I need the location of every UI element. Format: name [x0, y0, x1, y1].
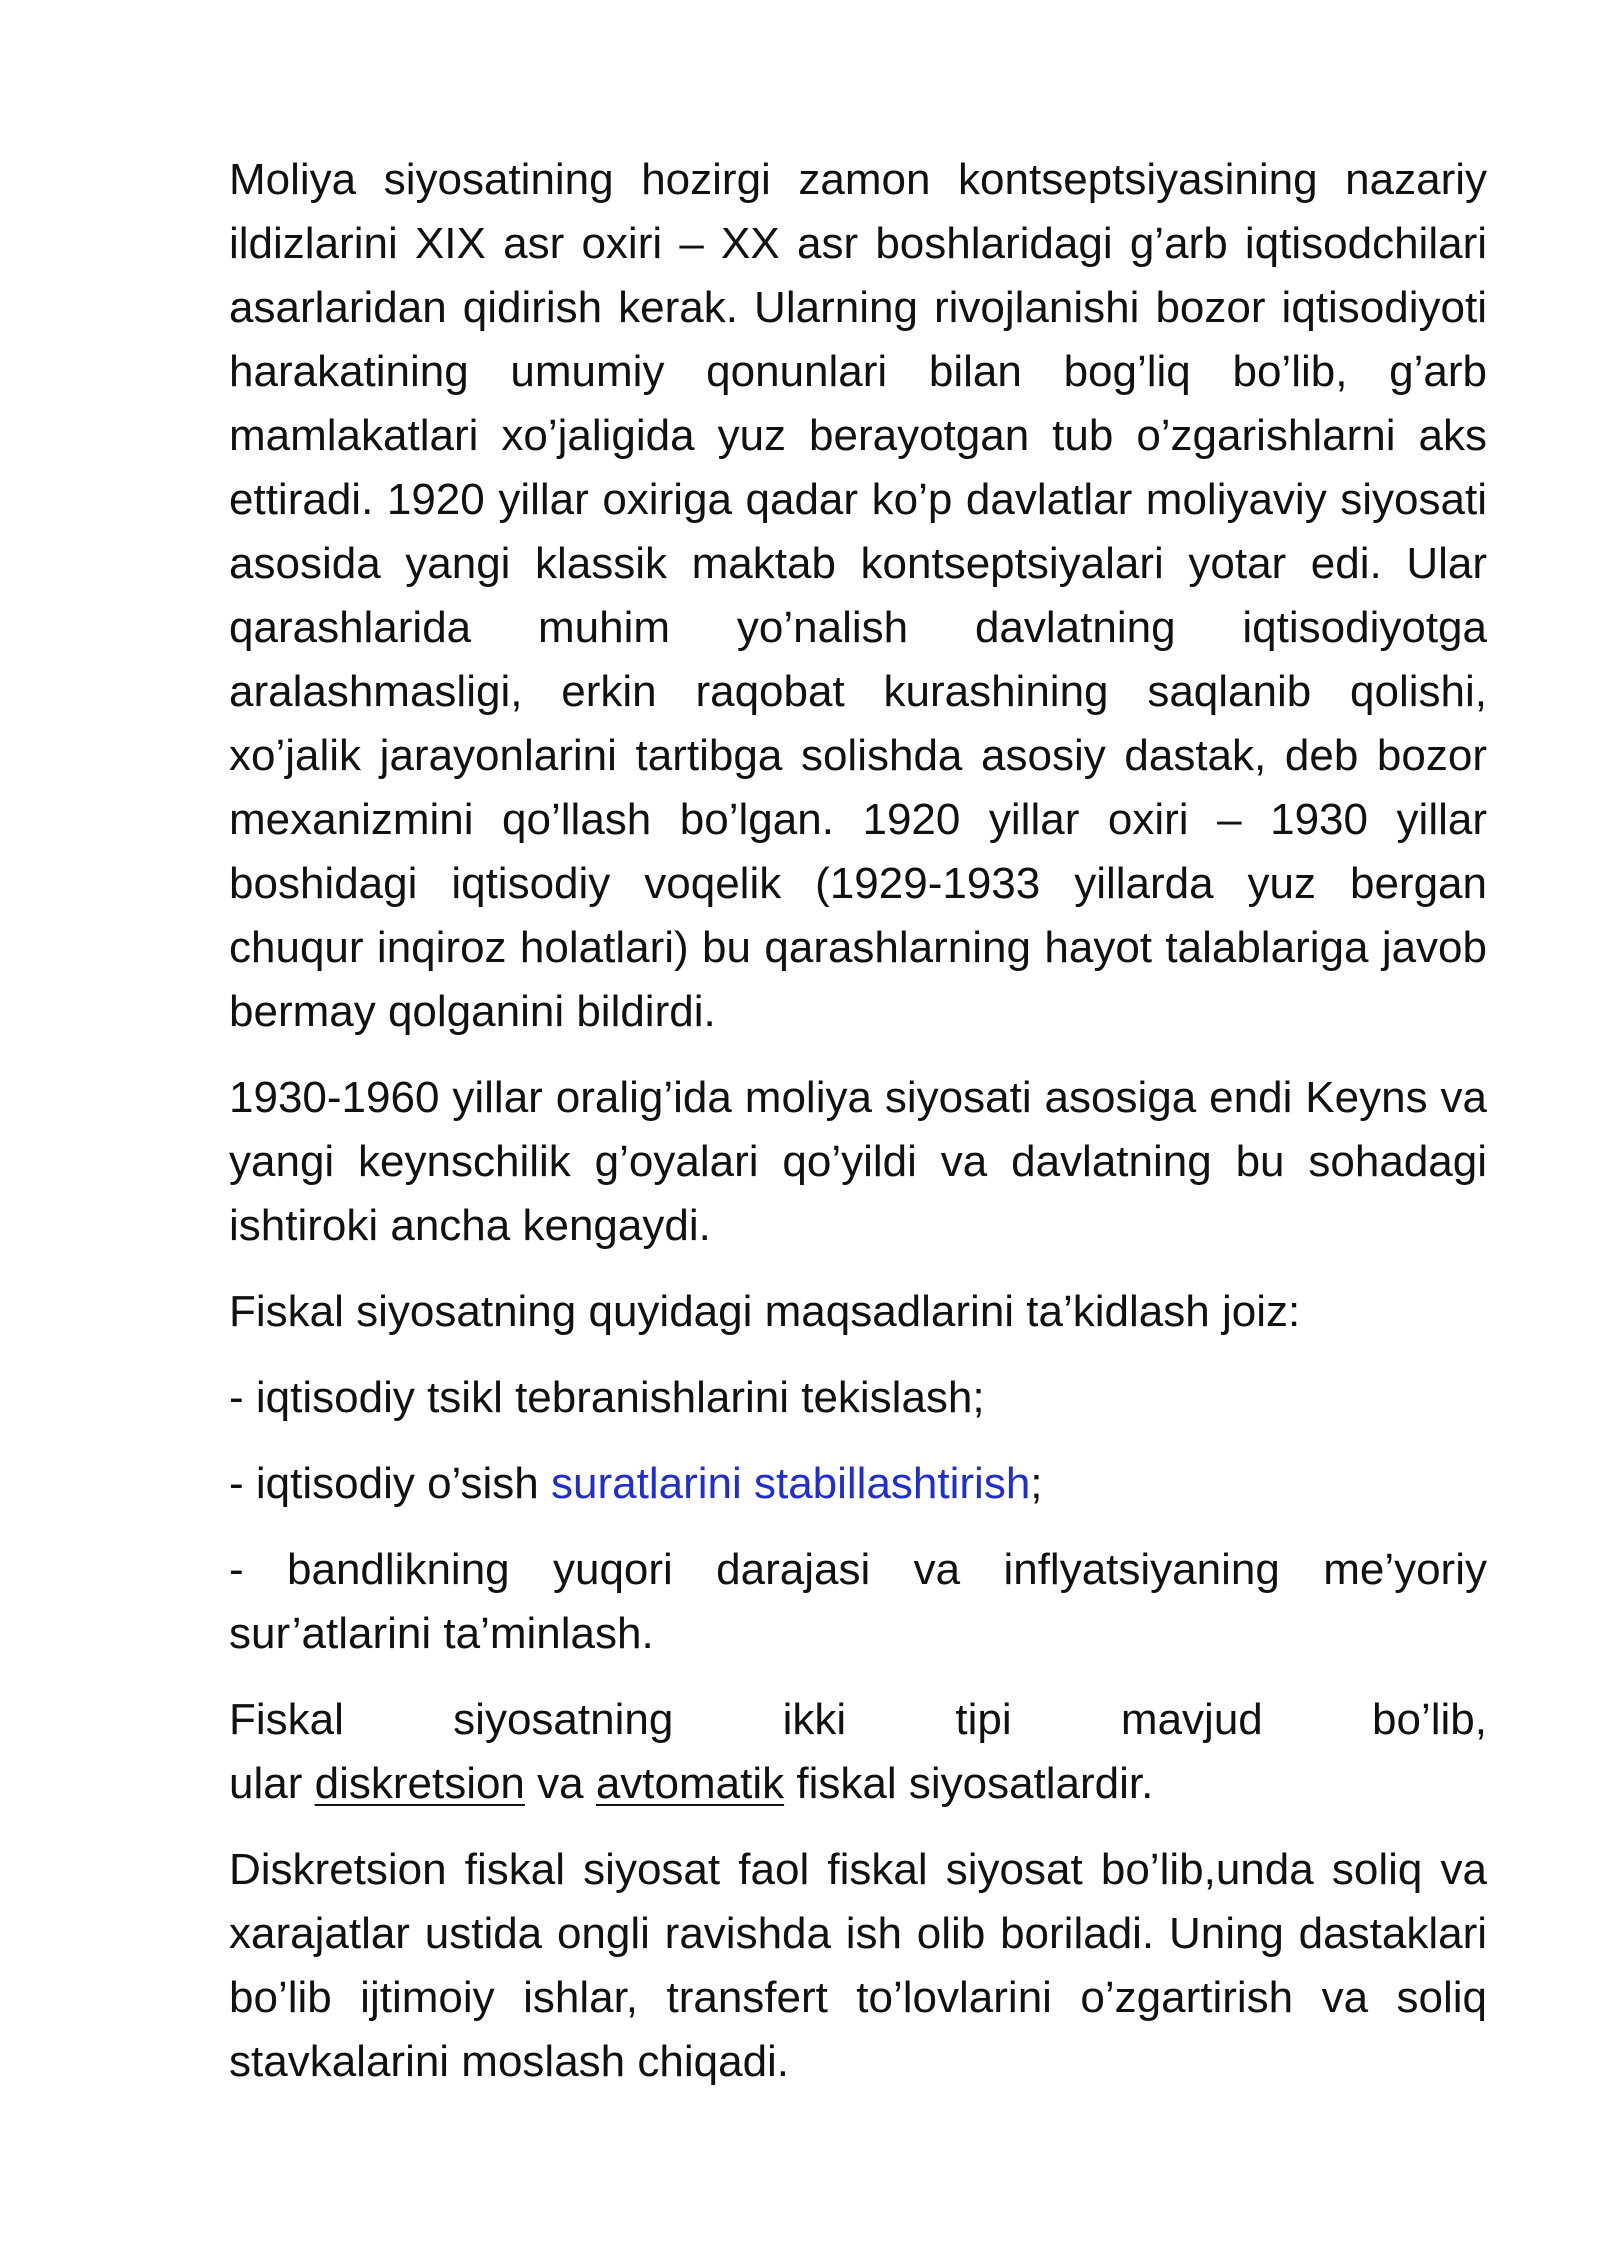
- word: ikki: [782, 1695, 847, 1744]
- word: mavjud: [1120, 1695, 1263, 1744]
- fiscal-types-second-line: [229, 1752, 1487, 1816]
- fiscal-types-first-line: [229, 1688, 1487, 1752]
- paragraph-keynes: 1930-1960 yillar oralig’ida moliya siyosati asosiga endi Keyns va yangi keynschilik g’oyalari qo’yildi va davlatning bu sohadagi ishtiroki ancha kengaydi.: [229, 1073, 1487, 1250]
- paragraph-history: Moliya siyosatining hozirgi zamon kontseptsiyasining nazariy ildizlarini XIX asr oxiri – XX asr boshlaridagi g’arb iqtisodchilari asarlaridan qidirish kerak. Ularning rivojlanishi bozor iqtisodiyoti harakatining umumiy qonunlari bilan bog’liq bo’lib, g’arb mamlakatlari xo’jaligida yuz berayotgan tub o’zgarishlarni aks ettiradi. 1920 yillar oxiriga qadar ko’p davlatlar moliyaviy siyosati asosida yangi klassik maktab kontseptsiyalari yotar edi. Ular qarashlarida muhim yo’nalish davlatning iqtisodiyotga aralashmasligi, erkin raqobat kurashining saqlanib qolishi, xo’jalik jarayonlarini tartibga solishda asosiy dastak, deb bozor mexanizmini qo’llash bo’lgan. 1920 yillar oxiri – 1930 yillar boshidagi iqtisodiy voqelik (1929-1933 yillarda yuz bergan chuqur inqiroz holatlari) bu qarashlarning hayot talablariga javob bermay qolganini bildirdi.: [229, 155, 1487, 1036]
- fiscal-types-mid: va: [524, 1759, 596, 1808]
- paragraph-discretionary: Diskretsion fiskal siyosat faol fiskal siyosat bo’lib,unda soliq va xarajatlar ustida ongli ravishda ish olib boriladi. Uning dastaklari bo’lib ijtimoiy ishlar, transfert to’lovlarini o’zgartirish va soliq stavkalarini moslash chiqadi.: [229, 1845, 1487, 2086]
- word: tipi: [955, 1695, 1012, 1744]
- growth-rate-link[interactable]: suratlarini stabillashtirish: [551, 1459, 1031, 1508]
- fiscal-types-prefix: ular: [229, 1759, 315, 1808]
- list-item-growth-suffix: ;: [1030, 1459, 1043, 1508]
- list-item-growth-prefix: - iqtisodiy o’sish: [229, 1459, 551, 1508]
- paragraph-fiscal-types: [229, 1688, 1487, 1816]
- automatic-link[interactable]: avtomatik: [595, 1759, 785, 1808]
- list-item-growth: [229, 1452, 1487, 1516]
- list-item-employment: - bandlikning yuqori darajasi va inflyatsiyaning me’yoriy sur’atlarini ta’minlash.: [229, 1545, 1487, 1658]
- list-item-cycle: - iqtisodiy tsikl tebranishlarini tekislash;: [229, 1373, 985, 1422]
- paragraph-goals-intro: Fiskal siyosatning quyidagi maqsadlarini ta’kidlash joiz:: [229, 1287, 1301, 1336]
- fiscal-types-suffix: fiskal siyosatlardir.: [784, 1759, 1154, 1808]
- word: bo’lib,: [1372, 1695, 1487, 1744]
- document-page: [229, 148, 1487, 2116]
- discretionary-link[interactable]: diskretsion: [314, 1759, 525, 1808]
- word: Fiskal: [229, 1695, 344, 1744]
- word: siyosatning: [453, 1695, 674, 1744]
